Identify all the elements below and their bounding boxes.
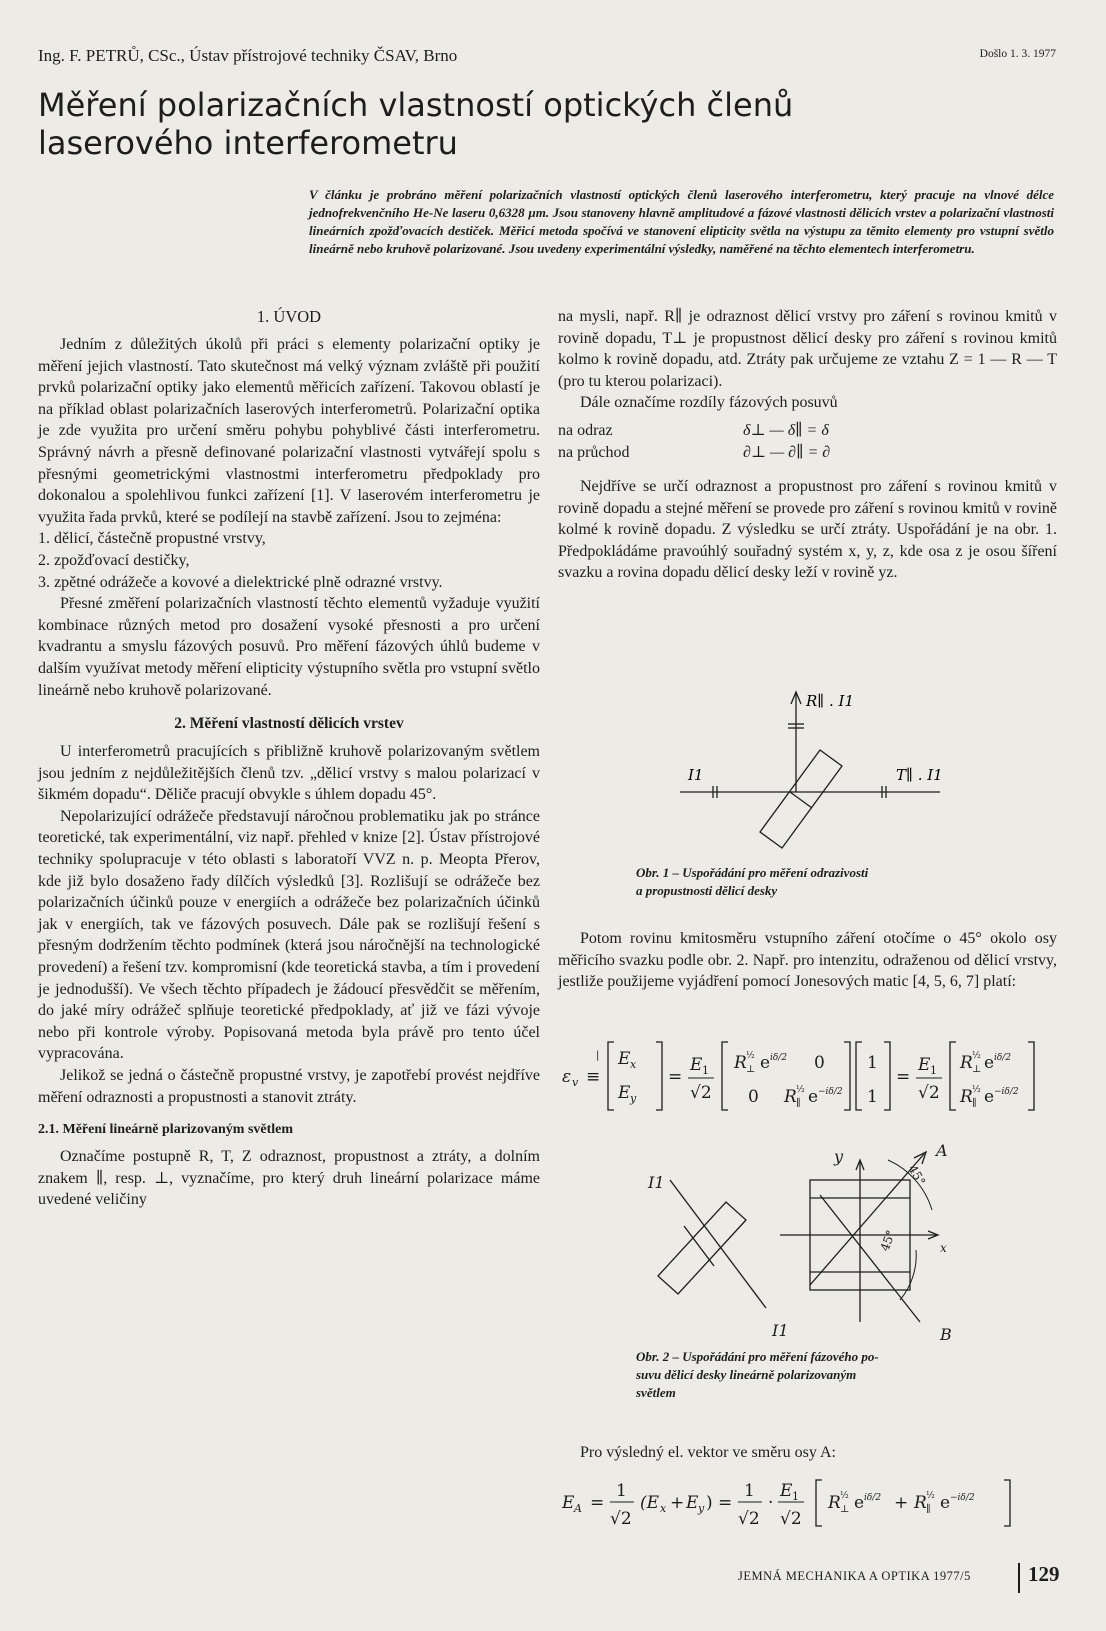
- right-paragraph-1: na mysli, např. R∥ je odraznost dělicí vrstvy pro záření s rovinou kmitů v rovině dopadu, T⊥ je propustnost dělicí desky pro záření s rovinou kmitů kolmo k rovině dopadu, atd. Ztráty pak určujeme ze vztahu Z = 1 — R — T (pro tu kterou polarizaci).: [558, 308, 1057, 390]
- equation-transmission: [558, 442, 1057, 464]
- transmitted-intensity-label: T∥ . I1: [896, 766, 943, 784]
- section-1-heading: 1. ÚVOD: [256, 307, 322, 326]
- svg-text:y: y: [698, 1502, 705, 1515]
- svg-text:·: ·: [768, 1493, 774, 1513]
- fig2-label-i-bottom: I1: [772, 1321, 789, 1340]
- section-1-paragraph-2: Přesné změření polarizačních vlastností těchto elementů vyžaduje využití kombinace různých metod pro dosažení vysoké přesnosti a pro určení kvadrantu a smyslu fázových posuvů. Pro měření fázových úhlů budeme v dalším využívat metody měření elipticity výstupního světla pro vstupní světlo lineárně nebo kruhově polarizované.: [38, 595, 540, 699]
- right-paragraph-2: Dále označíme rozdíly fázových posuvů: [580, 394, 838, 412]
- svg-text:e: e: [760, 1053, 771, 1073]
- svg-text:1: 1: [867, 1053, 878, 1073]
- svg-text:½: ½: [746, 1051, 755, 1061]
- author-line: Ing. F. PETRŮ, CSc., Ústav přístrojové techniky ČSAV, Brno: [38, 46, 458, 65]
- list-item: 2. zpožďovací destičky,: [38, 551, 190, 569]
- left-column: [38, 306, 540, 1211]
- svg-text:x: x: [660, 1502, 667, 1515]
- svg-text:ε: ε: [562, 1067, 572, 1087]
- reflected-intensity-label: R∥ . I1: [806, 692, 854, 710]
- svg-text:1: 1: [792, 1490, 799, 1503]
- svg-text:−iδ/2: −iδ/2: [994, 1087, 1019, 1097]
- svg-text:v: v: [572, 1076, 579, 1089]
- right-column-bottom: [558, 1442, 1057, 1464]
- svg-text:1: 1: [930, 1064, 937, 1077]
- svg-text:E: E: [618, 1083, 631, 1103]
- fig2-label-y: y: [834, 1147, 844, 1166]
- svg-text:e: e: [940, 1493, 951, 1513]
- svg-text:E: E: [618, 1049, 631, 1069]
- section-2-1-paragraph-1: Označíme postupně R, T, Z odraznost, propustnost a ztráty, a dolním znakem ∥, resp. ⊥, vyznačíme, pro který druh lineární polarizace máme uvedené veličiny: [38, 1148, 540, 1209]
- svg-text:R: R: [734, 1053, 747, 1073]
- list-item: 3. zpětné odrážeče a kovové a dielektrické plně odrazné vrstvy.: [38, 573, 443, 591]
- caption-line: světlem: [636, 1385, 676, 1400]
- caption-line: Obr. 1 – Uspořádání pro měření odrazivosti: [636, 865, 869, 880]
- svg-text:=: =: [590, 1493, 605, 1513]
- svg-text:E: E: [686, 1493, 699, 1513]
- svg-text:½: ½: [840, 1491, 849, 1501]
- caption-line: a propustnosti dělicí desky: [636, 883, 778, 898]
- svg-text:⊥: ⊥: [840, 1504, 850, 1515]
- right-column-mid: [558, 928, 1057, 993]
- article-title: Měření polarizačních vlastností optických členů laserového interferometru: [38, 86, 794, 162]
- svg-text:R: R: [828, 1493, 841, 1513]
- svg-text:+: +: [670, 1493, 685, 1513]
- svg-text:½: ½: [926, 1491, 935, 1501]
- svg-text:⊥: ⊥: [746, 1064, 756, 1075]
- svg-text:=: =: [668, 1067, 683, 1087]
- svg-text:∥: ∥: [972, 1098, 977, 1109]
- svg-text:=: =: [718, 1493, 733, 1513]
- incident-intensity-label: I1: [688, 766, 704, 784]
- svg-text:E: E: [918, 1055, 931, 1075]
- svg-text:E: E: [690, 1055, 703, 1075]
- equation-body: δ⊥ — δ∥ = δ: [743, 421, 829, 439]
- svg-text:R: R: [914, 1493, 927, 1513]
- equation-label: na odraz: [558, 421, 613, 439]
- footer-divider: [1018, 1563, 1020, 1593]
- svg-text:½: ½: [972, 1051, 981, 1061]
- svg-text:1: 1: [744, 1481, 755, 1501]
- svg-text:≡: ≡: [586, 1067, 601, 1087]
- fig2-label-b: B: [940, 1325, 952, 1344]
- svg-text:R: R: [960, 1053, 973, 1073]
- fig2-label-i-top: I1: [648, 1173, 665, 1192]
- fig2-angle-2: 45°: [877, 1228, 899, 1254]
- received-date: Došlo 1. 3. 1977: [979, 48, 1056, 60]
- caption-line: suvu dělicí desky lineárně polarizovaným: [636, 1367, 857, 1382]
- figure-2-diagram: [640, 1140, 970, 1350]
- beam-splitter-plate: [658, 1202, 746, 1294]
- svg-text:⊥: ⊥: [972, 1064, 982, 1075]
- svg-text:iδ/2: iδ/2: [770, 1053, 788, 1063]
- figure-1-caption: [636, 864, 868, 900]
- fig2-label-x: x: [940, 1241, 947, 1255]
- svg-text:√2: √2: [918, 1083, 940, 1103]
- svg-text:√2: √2: [738, 1509, 760, 1529]
- list-item: 1. dělicí, částečně propustné vrstvy,: [38, 530, 266, 548]
- svg-text:): ): [706, 1493, 713, 1513]
- svg-text:+: +: [894, 1493, 909, 1513]
- svg-text:R: R: [784, 1087, 797, 1107]
- axis-a: [810, 1154, 924, 1285]
- svg-text:iδ/2: iδ/2: [864, 1493, 882, 1503]
- equation-body: ∂⊥ — ∂∥ = ∂: [743, 443, 831, 461]
- svg-text:R: R: [960, 1087, 973, 1107]
- beam-splitter-plate: [760, 750, 842, 848]
- svg-text:0: 0: [814, 1053, 825, 1073]
- svg-text:E: E: [562, 1493, 575, 1513]
- right-column: [558, 306, 1057, 584]
- svg-text:(E: (E: [640, 1493, 660, 1513]
- equation-label: na průchod: [558, 443, 630, 461]
- journal-footer: JEMNÁ MECHANIKA A OPTIKA 1977/5: [738, 1569, 971, 1583]
- svg-text:x: x: [630, 1058, 637, 1071]
- figure-2-caption: [636, 1348, 879, 1402]
- svg-text:A: A: [574, 1502, 582, 1515]
- jones-matrix-equation: [558, 1036, 1058, 1116]
- svg-text:∥: ∥: [926, 1504, 931, 1515]
- svg-text:e: e: [984, 1087, 995, 1107]
- svg-text:iδ/2: iδ/2: [994, 1053, 1012, 1063]
- section-2-1-heading: 2.1. Měření lineárně plarizovaným světlem: [38, 1122, 294, 1138]
- svg-text:|: |: [596, 1050, 600, 1061]
- fig2-label-a: A: [936, 1141, 948, 1160]
- section-2-paragraph-2: Nepolarizující odrážeče představují náročnou problematiku jak po stránce teoretické, tak experimentální, viz např. přehled v knize [2]. Ústav přístrojové techniky spolupracuje v této oblasti s laboratoří VVZ n. p. Meopta Přerov, kde již bylo dosaženo řady dílčích výsledků [3]. Rozlišují se odrážeče bez polarizačních účinků pouze v energiích a odrážeče bez polarizačních účinků jak v energiích, tak ve fázových posuvech. Dále pak se rozlišují řešení s přesným dodržením těchto podmínek (která jsou náročnější na technologické provedení) a řešení tzv. kompromisní (kde teoretická stavba, a tím i provedení je jednodušší). Ve všech těchto případech je žádoucí přesvědčit se měřením, do jaké míry odrážeč splňuje teoretické předpoklady, ať již ve fázi vývoje nebo při kontrole výroby. Popisovaná metoda byla právě pro tento účel vypracována.: [38, 807, 540, 1063]
- section-1-paragraph-1: Jedním z důležitých úkolů při práci s elementy polarizační optiky je měření jejich vlastností. Tato skutečnost má velký význam zvláště při použití prvků polarizační optiky jako elementů měřicích zařízení. Takovou oblastí je na příklad oblast polarizačních laserových interferometrů. Polarizační optika je zde využita pro určení směru pohybu pohyblivé části interferometru. Správný návrh a přesně definované polarizační vlastnosti vytvářejí spolu s přesnými geometrickými vlastnostmi interferometru předpoklady pro dokonalou a spolehlivou funkci zařízení [1]. V laserovém interferometru je využita řada prvků, které se podílejí na stavbě zařízení. Jsou to zejména:: [38, 336, 540, 526]
- right-paragraph-5: Pro výsledný el. vektor ve směru osy A:: [580, 1444, 836, 1461]
- svg-text:∥: ∥: [796, 1098, 801, 1109]
- svg-text:−iδ/2: −iδ/2: [950, 1493, 975, 1503]
- element-list: [38, 528, 540, 593]
- svg-text:½: ½: [972, 1085, 981, 1095]
- svg-text:1: 1: [702, 1064, 709, 1077]
- axis-b: [820, 1195, 920, 1322]
- section-2-heading: 2. Měření vlastností dělicích vrstev: [174, 715, 404, 733]
- svg-text:√2: √2: [610, 1509, 632, 1529]
- section-2-paragraph-1: U interferometrů pracujících s přibližně kruhově polarizovaným světlem jsou jedním z nejdůležitějších členů tzv. „dělicí vrstvy s malou polarizací v šikmém dopadu“. Děliče pracují obvykle s úhlem dopadu 45°.: [38, 743, 540, 804]
- section-2-paragraph-3: Jelikož se jedná o částečně propustné vrstvy, je zapotřebí provést nejdříve měření odraznosti a propustnosti a stanovit ztráty.: [38, 1067, 540, 1106]
- ea-equation: [558, 1474, 1058, 1534]
- svg-text:1: 1: [867, 1087, 878, 1107]
- svg-text:½: ½: [796, 1085, 805, 1095]
- svg-text:√2: √2: [780, 1509, 802, 1529]
- svg-text:√2: √2: [690, 1083, 712, 1103]
- svg-text:y: y: [630, 1092, 637, 1105]
- svg-text:E: E: [780, 1481, 793, 1501]
- page-number: 129: [1028, 1562, 1060, 1586]
- abstract: V článku je probráno měření polarizačních vlastností optických členů laserového interferometru, který pracuje na vlnové délce jednofrekvenčního He-Ne laseru 0,6328 µm. Jsou stanoveny hlavně amplitudové a fázové vlastnosti dělicích vrstev a polarizační vlastnosti lineárních zpožďovacích destiček. Měřicí metoda spočívá ve stanovení elipticity světla na výstupu za těmito elementy pro vstupní světlo lineárně nebo kruhově polarizované. Jsou uvedeny experimentální výsledky, naměřené na těchto elementech interferometru.: [309, 187, 1054, 256]
- svg-text:e: e: [854, 1493, 865, 1513]
- equation-reflection: [558, 420, 1057, 442]
- right-paragraph-3: Nejdříve se určí odraznost a propustnost pro záření s rovinou kmitů v rovině dopadu a stejné měření se provede pro záření s rovinou kmitů v rovině kolmé k rovině dopadu. Z výsledku se určí ztráty. Uspořádání je na obr. 1. Předpokládáme pravoúhlý souřadný systém x, y, z, kde osa z je osou šíření svazku a rovina dopadu dělicí desky leží v rovině yz.: [558, 477, 1057, 582]
- svg-text:=: =: [896, 1067, 911, 1087]
- right-paragraph-4: Potom rovinu kmitosměru vstupního záření otočíme o 45° okolo osy měřicího svazku podle obr. 2. Např. pro intenzitu, odraženou od dělicí vrstvy, jestliže použijeme vyjádření pomocí Jonesových matic [4, 5, 6, 7] platí:: [558, 930, 1057, 991]
- svg-text:−iδ/2: −iδ/2: [818, 1087, 843, 1097]
- caption-line: Obr. 2 – Uspořádání pro měření fázového po-: [636, 1349, 879, 1364]
- svg-text:0: 0: [748, 1087, 759, 1107]
- svg-text:e: e: [808, 1087, 819, 1107]
- svg-text:e: e: [984, 1053, 995, 1073]
- figure-1-diagram: [640, 686, 970, 866]
- svg-text:1: 1: [616, 1481, 627, 1501]
- fig2-angle-1: 45°: [905, 1162, 929, 1188]
